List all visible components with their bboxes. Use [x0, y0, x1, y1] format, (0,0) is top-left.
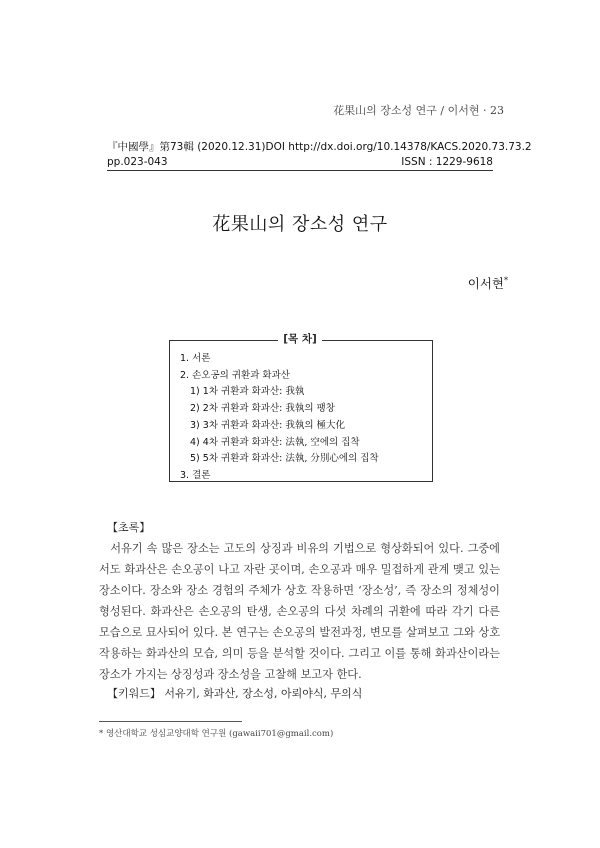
journal-meta [107, 140, 532, 170]
abstract-body: 서유기 속 많은 장소는 고도의 상징과 비유의 기법으로 형상화되어 있다. 그중에서도 화과산은 손오공이 나고 자란 곳이며, 손오공과 매우 밀접하게 관계 맺고 있는 장소이다. 장소와 장소 경험의 주체가 상호 작용하면 ‘장소성’, 즉 장소의 정체성이 형성된다. 화과산은 손오공의 탄생, 손오공의 다섯 차례의 귀환에 따라 각기 다른 모습으로 묘사되어 있다. 본 연구는 손오공의 발전과정, 변모를 살펴보고 그와 상호작용하는 화과산의 모습, 의미 등을 분석할 것이다. 그리고 이를 통해 화과산이라는 장소가 가지는 상징성과 장소성을 고찰해 보고자 한다. [99, 542, 500, 681]
running-header: 花果山의 장소성 연구 / 이서현 · 23 [333, 104, 504, 117]
journal-issue: 『中國學』第73輯 (2020.12.31) [107, 141, 266, 153]
footnote: * 영산대학교 성심교양대학 연구원 (gawaii701@gmail.com) [99, 729, 334, 739]
abstract-label: 【초록】 [107, 521, 151, 534]
journal-doi: DOI http://dx.doi.org/10.14378/KACS.2020.73.73.2 [265, 141, 532, 153]
journal-pages: pp.023-043 [107, 156, 168, 168]
toc-subitem: 5) 5차 귀환과 화과산: 法執, 分別心에의 집착 [190, 453, 379, 465]
keywords: 【키워드】 서유기, 화과산, 장소성, 아뢰야식, 무의식 [107, 687, 363, 700]
author [468, 274, 508, 292]
toc-subitem: 4) 4차 귀환과 화과산: 法執, 空에의 집착 [190, 436, 360, 448]
toc-subitem: 3) 3차 귀환과 화과산: 我執의 極大化 [190, 419, 346, 431]
toc-list [180, 351, 379, 485]
toc-item: 3. 결론 [180, 469, 211, 481]
toc-subitem: 2) 2차 귀환과 화과산: 我執의 팽창 [190, 403, 335, 415]
journal-issn: ISSN : 1229-9618 [401, 156, 493, 168]
journal-meta-row-2 [107, 155, 493, 170]
toc-item: 1. 서론 [180, 353, 211, 364]
toc-subitem: 1) 1차 귀환과 화과산: 我執 [190, 386, 305, 398]
toc-item: 2. 손오공의 귀환과 화과산 [180, 369, 290, 381]
author-name: 이서현 [467, 276, 504, 291]
journal-meta-row-1 [107, 140, 532, 155]
author-footnote-mark: * [504, 275, 508, 285]
meta-divider [107, 170, 493, 171]
footnote-divider [99, 721, 242, 722]
paper-title: 花果山의 장소성 연구 [212, 214, 388, 235]
toc-heading: [목 차] [0, 331, 600, 346]
